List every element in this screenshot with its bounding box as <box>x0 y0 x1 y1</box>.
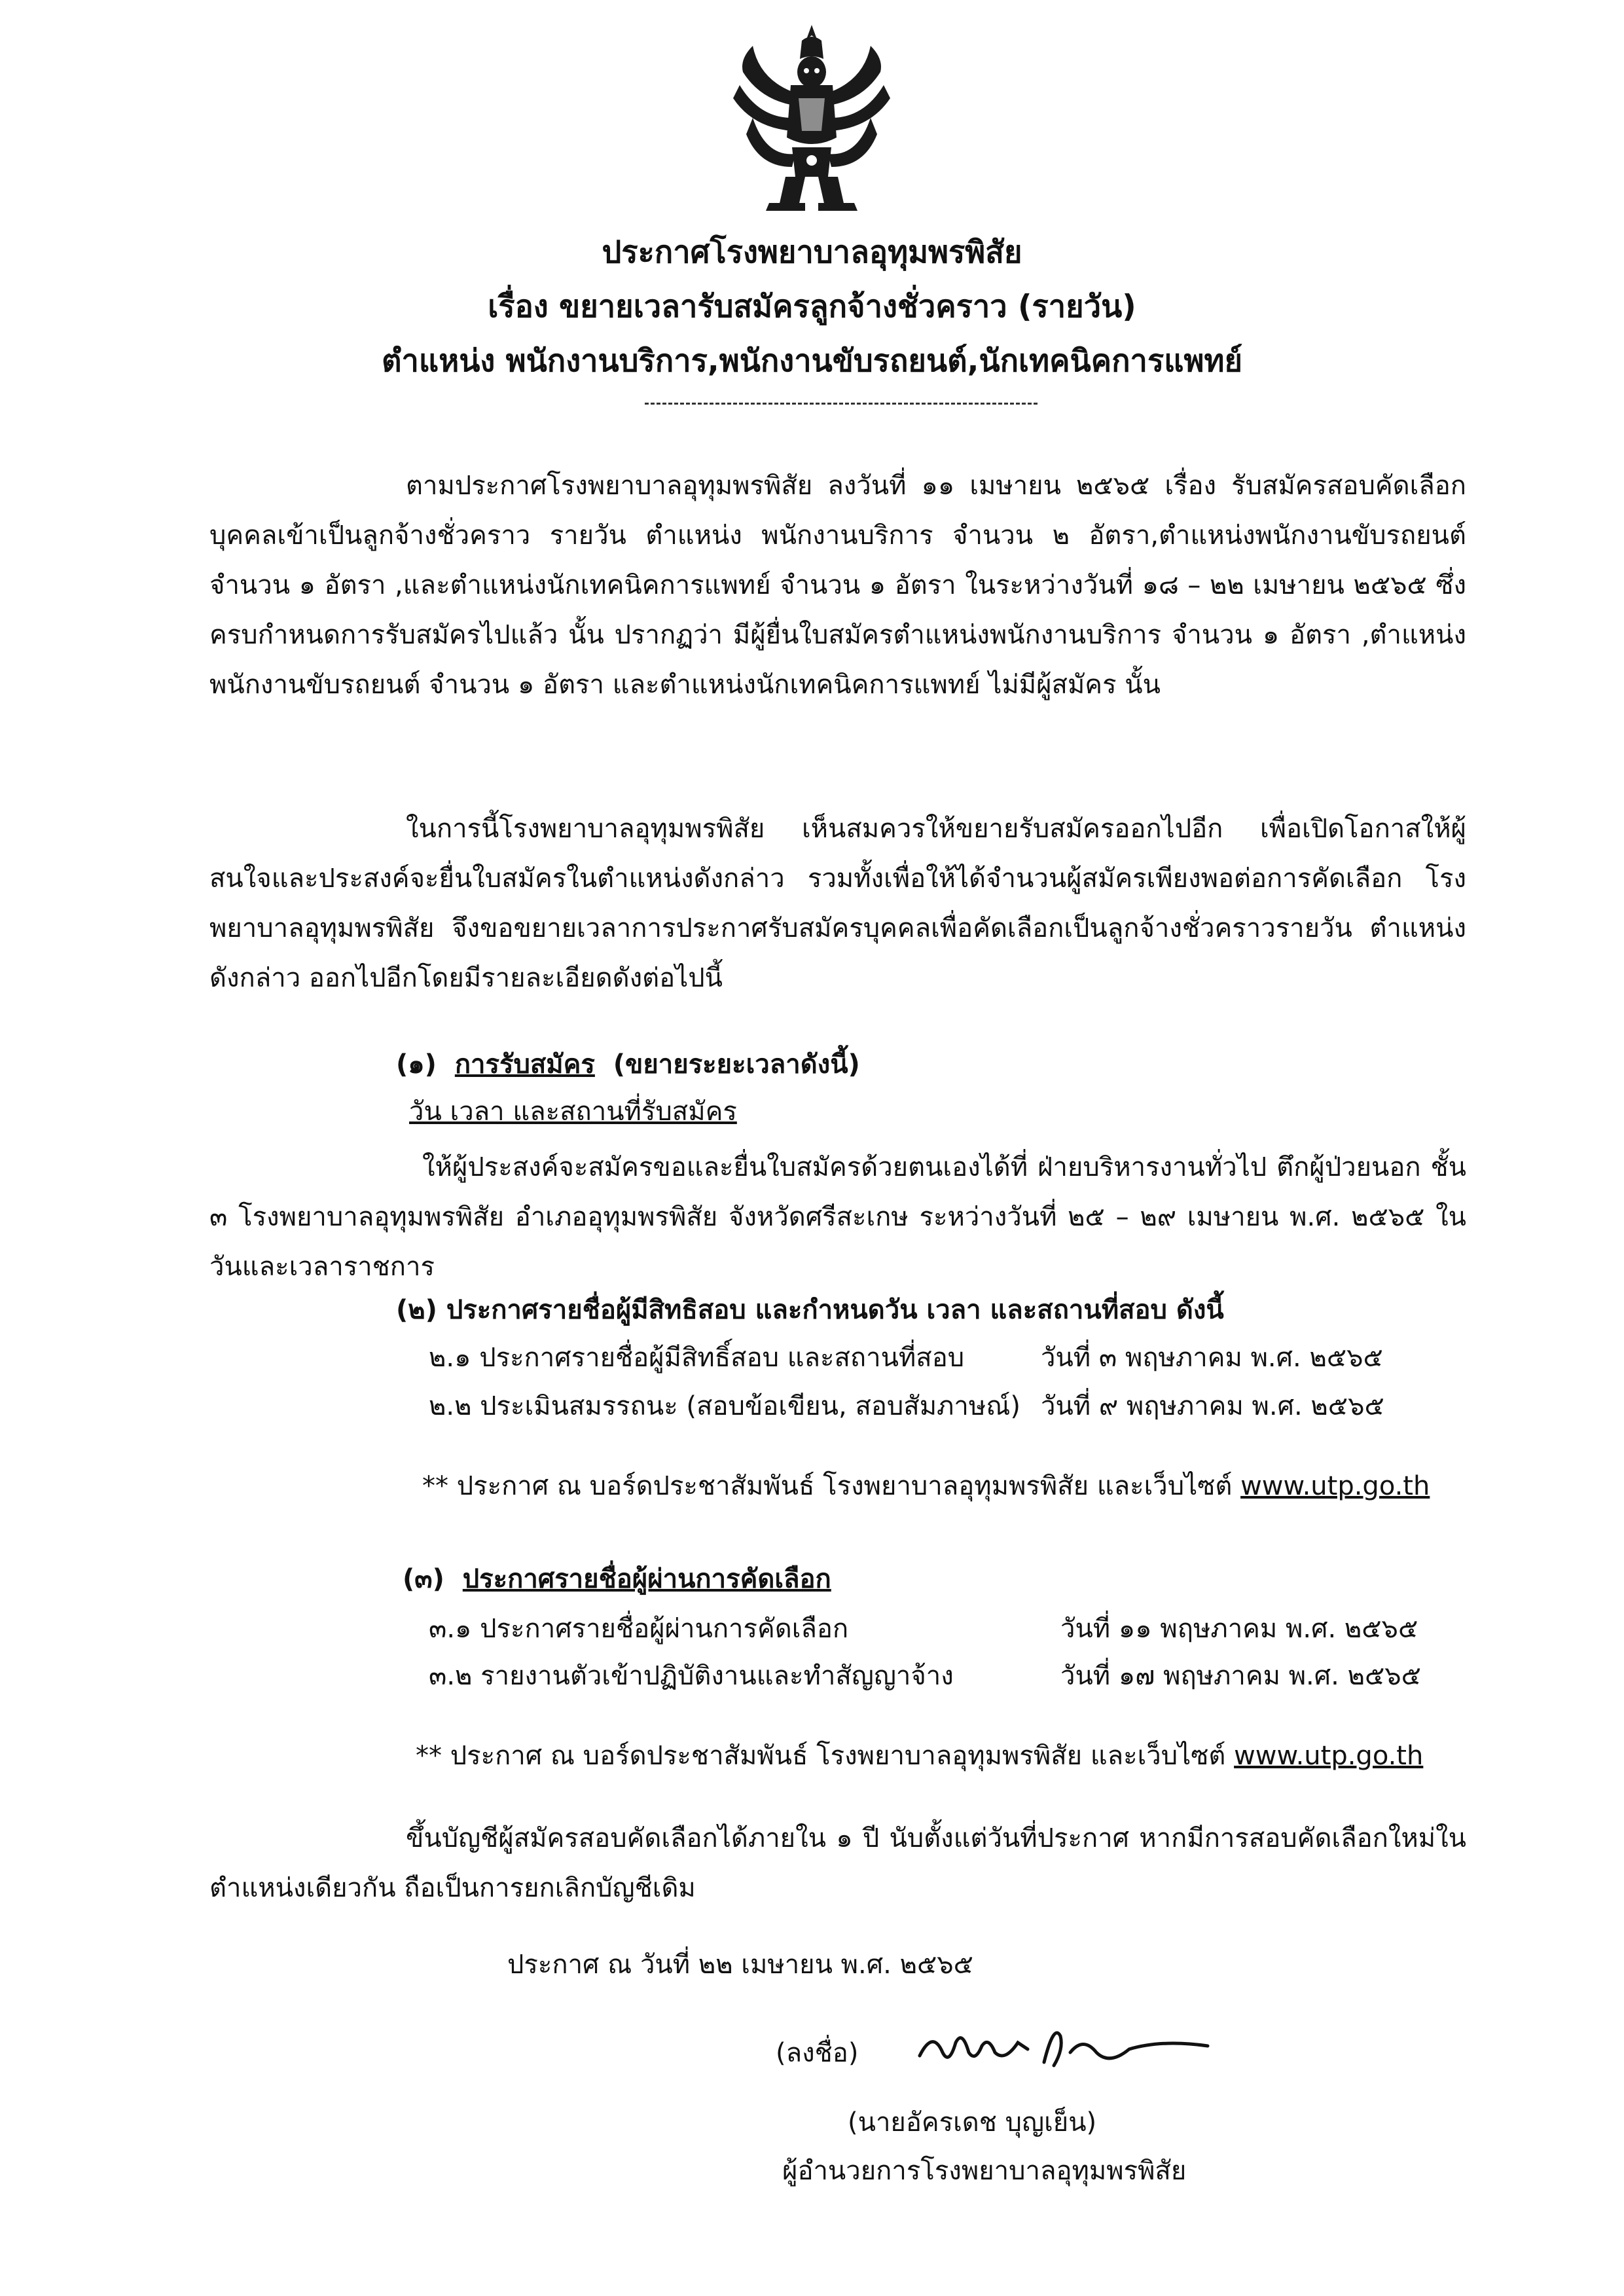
section1-body <box>209 1142 1466 1292</box>
section3-item-label: ๓.๒ รายงานตัวเข้าปฏิบัติงานและทำสัญญาจ้าง <box>429 1661 954 1691</box>
section3-item-date: วันที่ ๑๗ พฤษภาคม พ.ศ. ๒๕๖๕ <box>1060 1661 1421 1691</box>
section2-heading: (๒) ประกาศรายชื่อผู้มีสิทธิสอบ และกำหนดวัน เวลา และสถานที่สอบ ดังนี้ <box>396 1295 1224 1325</box>
paragraph-extension <box>209 804 1466 1003</box>
announcement-positions: ตำแหน่ง พนักงานบริการ,พนักงานขับรถยนต์,นักเทคนิคการแพทย์ <box>382 343 1242 379</box>
signature-icon <box>913 2016 1214 2075</box>
section1-number: (๑) <box>396 1049 437 1080</box>
closing-paragraph-text: ขึ้นบัญชีผู้สมัครสอบคัดเลือกได้ภายใน ๑ ปี นับตั้งแต่วันที่ประกาศ หากมีการสอบคัดเลือกใหม่ในตำแหน่งเดียวกัน ถือเป็นการยกเลิกบัญชีเดิม <box>209 1823 1466 1903</box>
section2-notice-text: ** ประกาศ ณ บอร์ดประชาสัมพันธ์ โรงพยาบาลอุทุมพรพิสัย และเว็บไซต์ <box>422 1471 1233 1501</box>
signer-name: (นายอัครเดช บุญเย็น) <box>848 2107 1097 2138</box>
section3-notice-text: ** ประกาศ ณ บอร์ดประชาสัมพันธ์ โรงพยาบาลอุทุมพรพิสัย และเว็บไซต์ <box>416 1741 1226 1771</box>
signer-position: ผู้อำนวยการโรงพยาบาลอุทุมพรพิสัย <box>782 2156 1187 2186</box>
section1-title: การรับสมัคร <box>454 1049 595 1080</box>
section3-number: (๓) <box>403 1564 444 1594</box>
section2-item-date: วันที่ ๙ พฤษภาคม พ.ศ. ๒๕๖๕ <box>1041 1391 1384 1421</box>
paragraph-extension-text: ในการนี้โรงพยาบาลอุทุมพรพิสัย เห็นสมควรให้ขยายรับสมัครออกไปอีก เพื่อเปิดโอกาสให้ผู้สนใจและประสงค์จะยื่นใบสมัครในตำแหน่งดังกล่าว รวมทั้งเพื่อให้ได้จำนวนผู้สมัครเพียงพอต่อการคัดเลือก โรงพยาบาลอุทุมพรพิสัย จึงขอขยายเวลาการประกาศรับสมัครบุคคลเพื่อคัดเลือกเป็นลูกจ้างชั่วคราวรายวัน ตำแหน่งดังกล่าว ออกไปอีกโดยมีรายละเอียดดังต่อไปนี้ <box>209 814 1466 993</box>
section3-heading <box>403 1562 831 1596</box>
website-link[interactable]: www.utp.go.th <box>1240 1471 1430 1501</box>
section3-notice <box>416 1739 1423 1773</box>
paragraph-background <box>209 461 1466 710</box>
header-divider <box>645 403 1038 405</box>
website-link[interactable]: www.utp.go.th <box>1234 1741 1424 1771</box>
announcement-subject: เรื่อง ขยายเวลารับสมัครลูกจ้างชั่วคราว (รายวัน) <box>488 289 1136 325</box>
section3-item-date: วันที่ ๑๑ พฤษภาคม พ.ศ. ๒๕๖๕ <box>1060 1614 1418 1644</box>
announcement-date: ประกาศ ณ วันที่ ๒๒ เมษายน พ.ศ. ๒๕๖๕ <box>507 1950 973 1980</box>
section1-note: (ขยายระยะเวลาดังนี้) <box>613 1049 860 1080</box>
section1-heading <box>396 1048 860 1082</box>
section3-title: ประกาศรายชื่อผู้ผ่านการคัดเลือก <box>462 1564 831 1594</box>
section2-notice <box>422 1469 1430 1503</box>
garuda-emblem-icon <box>713 20 910 216</box>
announcement-title: ประกาศโรงพยาบาลอุทุมพรพิสัย <box>602 234 1022 270</box>
section1-body-text: ให้ผู้ประสงค์จะสมัครขอและยื่นใบสมัครด้วยตนเองได้ที่ ฝ่ายบริหารงานทั่วไป ตึกผู้ป่วยนอก ชั้น ๓ โรงพยาบาลอุทุมพรพิสัย อำเภออุทุมพรพิสัย จังหวัดศรีสะเกษ ระหว่างวันที่ ๒๕ – ๒๙ เมษายน พ.ศ. ๒๕๖๕ ในวันและเวลาราชการ <box>209 1152 1466 1282</box>
paragraph-background-text: ตามประกาศโรงพยาบาลอุทุมพรพิสัย ลงวันที่ ๑๑ เมษายน ๒๕๖๕ เรื่อง รับสมัครสอบคัดเลือกบุคคลเข้าเป็นลูกจ้างชั่วคราว รายวัน ตำแหน่ง พนักงานบริการ จำนวน ๒ อัตรา,ตำแหน่งพนักงานขับรถยนต์ จำนวน ๑ อัตรา ,และตำแหน่งนักเทคนิคการแพทย์ จำนวน ๑ อัตรา ในระหว่างวันที่ ๑๘ – ๒๒ เมษายน ๒๕๖๕ ซึ่งครบกำหนดการรับสมัครไปแล้ว นั้น ปรากฏว่า มีผู้ยื่นใบสมัครตำแหน่งพนักงานบริการ จำนวน ๑ อัตรา ,ตำแหน่งพนักงานขับรถยนต์ จำนวน ๑ อัตรา และตำแหน่งนักเทคนิคการแพทย์ ไม่มีผู้สมัคร นั้น <box>209 471 1466 700</box>
section3-item-label: ๓.๑ ประกาศรายชื่อผู้ผ่านการคัดเลือก <box>429 1614 849 1644</box>
section2-item-label: ๒.๑ ประกาศรายชื่อผู้มีสิทธิ์สอบ และสถานที่สอบ <box>429 1343 965 1373</box>
section2-item-date: วันที่ ๓ พฤษภาคม พ.ศ. ๒๕๖๕ <box>1041 1343 1383 1373</box>
section1-subheading: วัน เวลา และสถานที่รับสมัคร <box>409 1097 737 1127</box>
closing-paragraph <box>209 1813 1466 1913</box>
section2-item-label: ๒.๒ ประเมินสมรรถนะ (สอบข้อเขียน, สอบสัมภาษณ์) <box>429 1391 1020 1421</box>
sign-label: (ลงชื่อ) <box>776 2038 859 2068</box>
